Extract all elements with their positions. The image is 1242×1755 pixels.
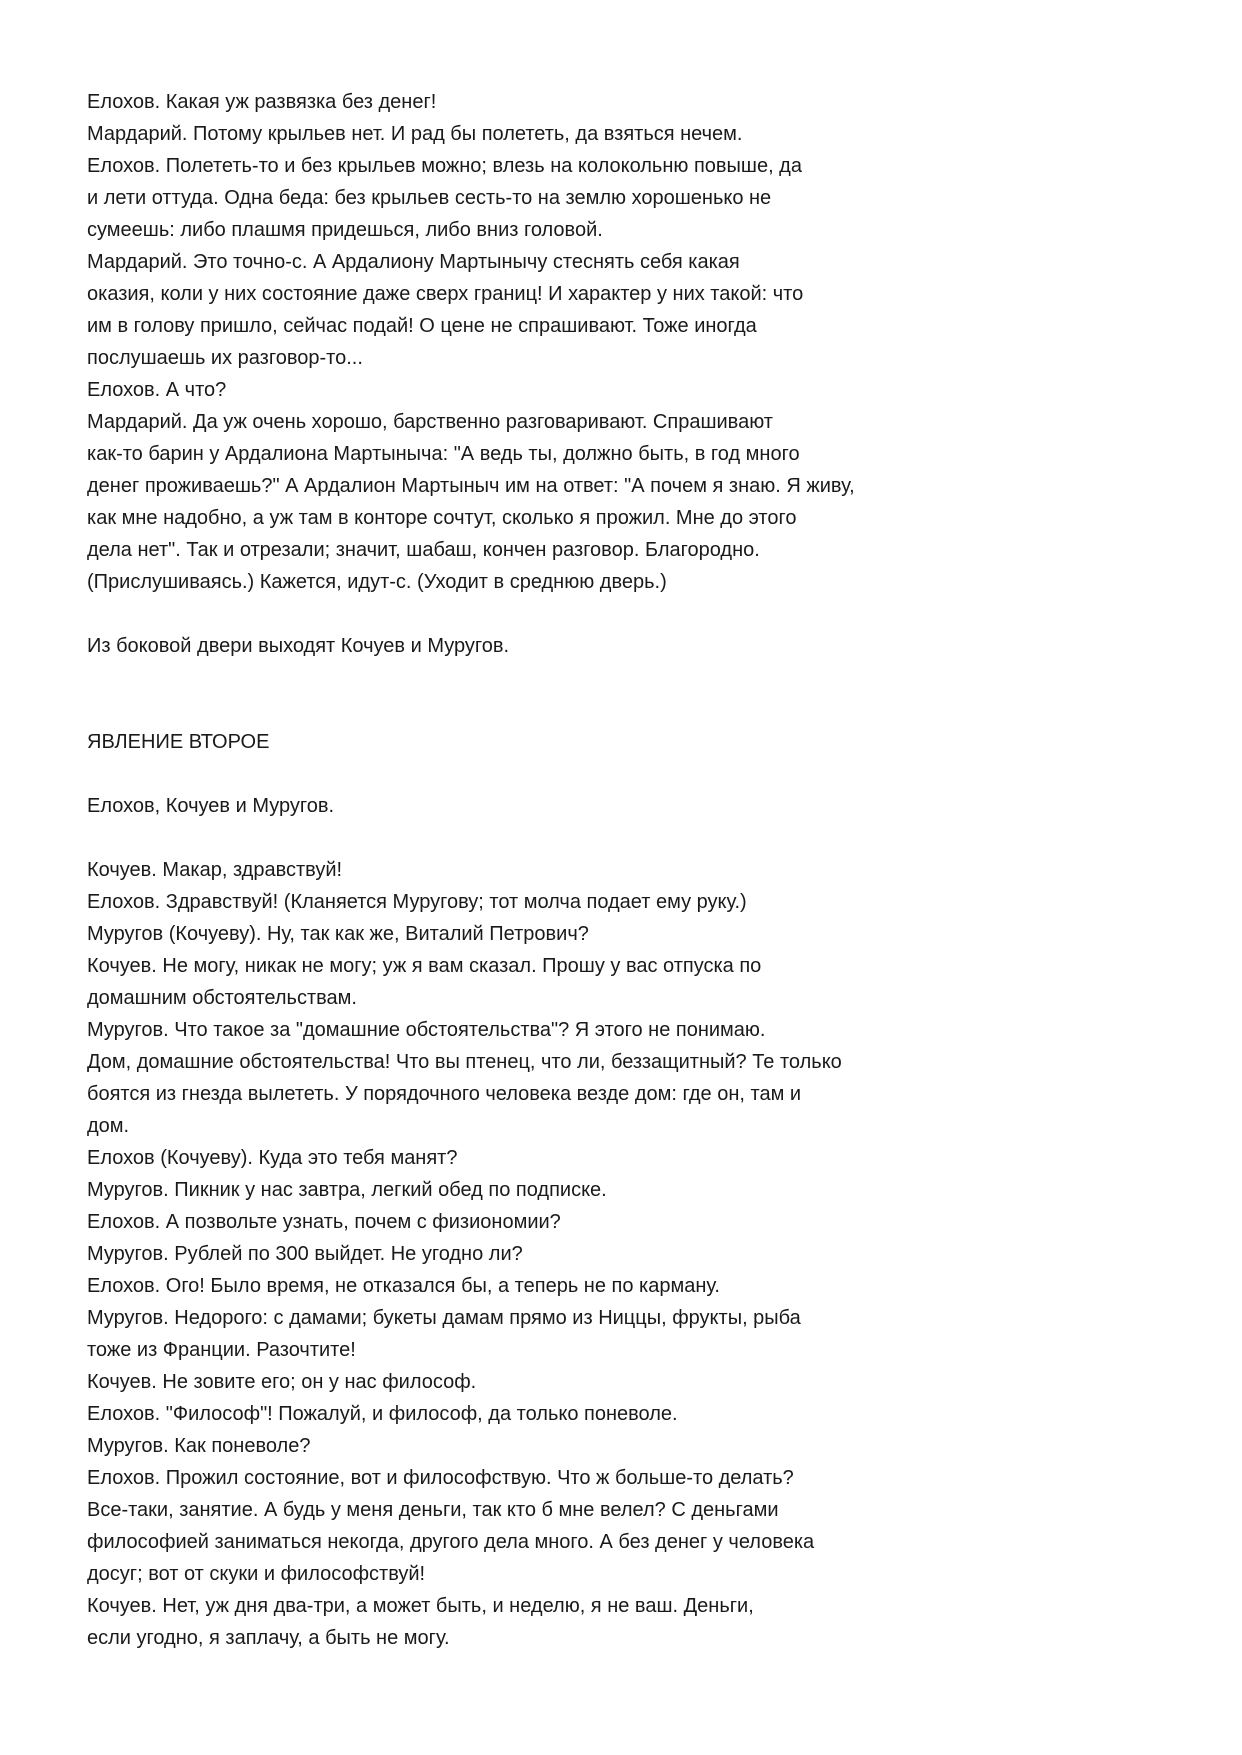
text-line: Елохов (Кочуеву). Куда это тебя манят? xyxy=(87,1147,458,1169)
text-line: дела нет". Так и отрезали; значит, шабаш, кончен разговор. Благородно. xyxy=(87,539,760,561)
text-line: Дом, домашние обстоятельства! Что вы птенец, что ли, беззащитный? Те только xyxy=(87,1051,842,1073)
text-line: Кочуев. Не могу, никак не могу; уж я вам сказал. Прошу у вас отпуска по xyxy=(87,955,762,977)
text-line: философией заниматься некогда, другого дела много. А без денег у человека xyxy=(87,1531,815,1553)
text-line: Елохов. "Философ"! Пожалуй, и философ, да только поневоле. xyxy=(87,1403,678,1425)
scene-heading: ЯВЛЕНИЕ ВТОРОЕ xyxy=(87,731,270,753)
blank-line xyxy=(87,758,1167,790)
scene-characters: Елохов, Кочуев и Муругов. xyxy=(87,795,335,817)
text-line: Муругов (Кочуеву). Ну, так как же, Виталий Петрович? xyxy=(87,923,589,945)
text-line: сумеешь: либо плашмя придешься, либо вниз головой. xyxy=(87,219,603,241)
stage-direction: Из боковой двери выходят Кочуев и Муругов. xyxy=(87,635,510,657)
text-line: Кочуев. Не зовите его; он у нас философ. xyxy=(87,1371,477,1393)
text-line: Мардарий. Потому крыльев нет. И рад бы полететь, да взяться нечем. xyxy=(87,123,743,145)
text-line: денег проживаешь?" А Ардалион Мартыныч им на ответ: "А почем я знаю. Я живу, xyxy=(87,475,855,497)
text-line: Мардарий. Да уж очень хорошо, барственно разговаривают. Спрашивают xyxy=(87,411,773,433)
text-line: Мардарий. Это точно-с. А Ардалиону Мартынычу стеснять себя какая xyxy=(87,251,740,273)
text-line: досуг; вот от скуки и философствуй! xyxy=(87,1563,426,1585)
text-line: тоже из Франции. Разочтите! xyxy=(87,1339,356,1361)
text-line: им в голову пришло, сейчас подай! О цене не спрашивают. Тоже иногда xyxy=(87,315,757,337)
text-line: послушаешь их разговор-то... xyxy=(87,347,363,369)
text-line: Муругов. Как поневоле? xyxy=(87,1435,311,1457)
text-line: дом. xyxy=(87,1115,130,1137)
text-line: Елохов. Прожил состояние, вот и философствую. Что ж больше-то делать? xyxy=(87,1467,794,1489)
text-line: Муругов. Рублей по 300 выйдет. Не угодно ли? xyxy=(87,1243,523,1265)
text-line: Елохов. А что? xyxy=(87,379,227,401)
text-line: если угодно, я заплачу, а быть не могу. xyxy=(87,1627,450,1649)
text-line: как мне надобно, а уж там в конторе сочтут, сколько я прожил. Мне до этого xyxy=(87,507,797,529)
text-line: Елохов. Какая уж развязка без денег! xyxy=(87,91,437,113)
blank-line xyxy=(87,598,1167,630)
text-line: Елохов. Ого! Было время, не отказался бы, а теперь не по карману. xyxy=(87,1275,720,1297)
text-line: Елохов. Здравствуй! (Кланяется Муругову; тот молча подает ему руку.) xyxy=(87,891,747,913)
blank-line xyxy=(87,694,1167,726)
text-line: Кочуев. Нет, уж дня два-три, а может быть, и неделю, я не ваш. Деньги, xyxy=(87,1595,754,1617)
text-line: Муругов. Пикник у нас завтра, легкий обед по подписке. xyxy=(87,1179,607,1201)
text-line: (Прислушиваясь.) Кажется, идут-с. (Уходит в среднюю дверь.) xyxy=(87,571,667,593)
text-line: домашним обстоятельствам. xyxy=(87,987,357,1009)
text-line: Елохов. А позвольте узнать, почем с физиономии? xyxy=(87,1211,561,1233)
text-line: Елохов. Полететь-то и без крыльев можно; влезь на колокольню повыше, да xyxy=(87,155,802,177)
text-line: Муругов. Недорого: с дамами; букеты дамам прямо из Ниццы, фрукты, рыба xyxy=(87,1307,801,1329)
text-line: Все-таки, занятие. А будь у меня деньги, так кто б мне велел? С деньгами xyxy=(87,1499,779,1521)
text-line: как-то барин у Ардалиона Мартыныча: "А ведь ты, должно быть, в год много xyxy=(87,443,800,465)
blank-line xyxy=(87,662,1167,694)
text-line: и лети оттуда. Одна беда: без крыльев сесть-то на землю хорошенько не xyxy=(87,187,772,209)
text-line: боятся из гнезда вылететь. У порядочного человека везде дом: где он, там и xyxy=(87,1083,802,1105)
text-line: оказия, коли у них состояние даже сверх границ! И характер у них такой: что xyxy=(87,283,804,305)
text-line: Муругов. Что такое за "домашние обстоятельства"? Я этого не понимаю. xyxy=(87,1019,766,1041)
play-text xyxy=(87,86,1167,1654)
text-line: Кочуев. Макар, здравствуй! xyxy=(87,859,343,881)
blank-line xyxy=(87,822,1167,854)
